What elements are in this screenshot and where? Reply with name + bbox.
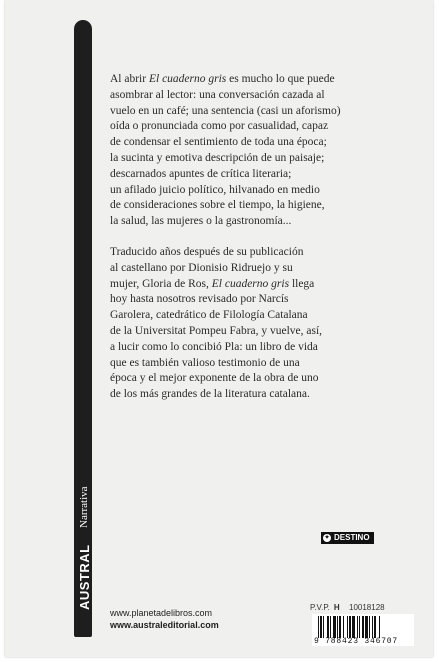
text-segment: de condensar el sentimiento de toda una época; bbox=[110, 136, 327, 149]
barcode-bar bbox=[359, 616, 360, 638]
text-segment: vuelo en un café; una sentencia (casi un aforismo) bbox=[110, 104, 341, 117]
barcode-bar bbox=[337, 616, 338, 638]
blurb-paragraph-1 bbox=[110, 72, 382, 230]
barcode-bar bbox=[369, 616, 370, 638]
barcode-bar bbox=[349, 616, 351, 638]
blurb-line bbox=[110, 277, 382, 293]
blurb-line bbox=[110, 387, 382, 403]
website-planeta[interactable]: www.planetadelibros.com bbox=[110, 608, 213, 618]
blurb-line bbox=[110, 104, 382, 120]
barcode-bar bbox=[333, 616, 336, 638]
publisher-logo bbox=[321, 532, 374, 544]
barcode-bar bbox=[379, 616, 380, 638]
blurb bbox=[110, 72, 382, 418]
barcode-bar bbox=[372, 616, 373, 638]
price-label bbox=[310, 603, 340, 612]
blurb-line bbox=[110, 371, 382, 387]
blurb-line bbox=[110, 324, 382, 340]
text-segment: un afilado juicio político, hilvanado en medio bbox=[110, 183, 320, 196]
collection-name: Narrativa bbox=[78, 486, 90, 528]
barcode-bar bbox=[357, 616, 358, 638]
text-segment: al castellano por Dionisio Ridruejo y su bbox=[110, 261, 293, 274]
blurb-line bbox=[110, 308, 382, 324]
barcode-bar bbox=[352, 616, 355, 638]
text-segment: que es también valioso testimonio de una bbox=[110, 356, 300, 369]
barcode-bar bbox=[365, 616, 368, 638]
text-segment: es mucho lo que puede bbox=[226, 73, 335, 85]
blurb-line bbox=[110, 214, 382, 230]
text-segment: la sucinta y emotiva descripción de un paisaje; bbox=[110, 151, 325, 164]
blurb-line bbox=[110, 167, 382, 183]
website-austral[interactable]: www.australeditorial.com bbox=[110, 620, 219, 630]
blurb-line bbox=[110, 88, 382, 104]
barcode-bar bbox=[330, 616, 331, 638]
text-segment: oída o pronunciada como por casualidad, capaz bbox=[110, 120, 329, 133]
blurb-line bbox=[110, 245, 382, 261]
text-segment: de los más grandes de la literatura catalana. bbox=[110, 388, 310, 401]
text-segment: de consideraciones sobre el tiempo, la higiene, bbox=[110, 199, 325, 212]
barcode-bar bbox=[320, 616, 322, 638]
barcode-bar bbox=[327, 616, 329, 638]
blurb-line bbox=[110, 356, 382, 372]
blurb-line bbox=[110, 340, 382, 356]
barcode-bars bbox=[318, 616, 408, 638]
text-segment: asombrar al lector: una conversación cazada al bbox=[110, 88, 325, 101]
blurb-line bbox=[110, 72, 382, 88]
text-segment: mujer, Gloria de Ros, bbox=[110, 277, 212, 290]
back-cover bbox=[5, 0, 433, 657]
barcode-bar bbox=[343, 616, 344, 638]
book-title: El cuaderno gris bbox=[211, 277, 290, 290]
text-segment: descarnados apuntes de crítica literaria; bbox=[110, 167, 292, 180]
blurb-line bbox=[110, 151, 382, 167]
book-title: El cuaderno gris bbox=[148, 73, 227, 85]
barcode-bar bbox=[323, 616, 324, 638]
price-code: H bbox=[333, 603, 340, 612]
series-name: AUSTRAL bbox=[77, 544, 92, 610]
text-segment: a lucir como lo concibió Pla: un libro de vida bbox=[110, 340, 318, 353]
text-segment: Garolera, catedrático de Filología Catalana bbox=[110, 309, 308, 322]
barcode-bar bbox=[374, 616, 376, 638]
text-segment: época y el mejor exponente de la obra de uno bbox=[110, 372, 319, 385]
publisher-name: DESTINO bbox=[334, 533, 370, 542]
catalog-code: 10018128 bbox=[349, 603, 385, 612]
text-segment: hoy hasta nosotros revisado por Narcís bbox=[110, 293, 289, 306]
blurb-line bbox=[110, 135, 382, 151]
blurb-line bbox=[110, 261, 382, 277]
isbn-barcode bbox=[312, 614, 414, 646]
blurb-line bbox=[110, 183, 382, 199]
text-segment: de la Universitat Pompeu Fabra, y vuelve, así, bbox=[110, 324, 323, 337]
blurb-line bbox=[110, 198, 382, 214]
barcode-bar bbox=[347, 616, 348, 638]
text-segment: Al abrir bbox=[110, 73, 149, 85]
isbn-number: 9 788423 346707 bbox=[314, 637, 399, 646]
barcode-bar bbox=[362, 616, 364, 638]
text-segment: llega bbox=[289, 277, 315, 290]
blurb-line bbox=[110, 292, 382, 308]
blurb-paragraph-2 bbox=[110, 245, 382, 403]
text-segment: la salud, las mujeres o la gastronomía... bbox=[110, 215, 292, 228]
barcode-bar bbox=[318, 616, 319, 638]
blurb-line bbox=[110, 119, 382, 135]
price-label-text: P.V.P. bbox=[310, 603, 330, 612]
text-segment: Traducido años después de su publicación bbox=[110, 245, 304, 258]
destino-logo-icon: ✦ bbox=[324, 535, 330, 541]
barcode-bar bbox=[339, 616, 341, 638]
